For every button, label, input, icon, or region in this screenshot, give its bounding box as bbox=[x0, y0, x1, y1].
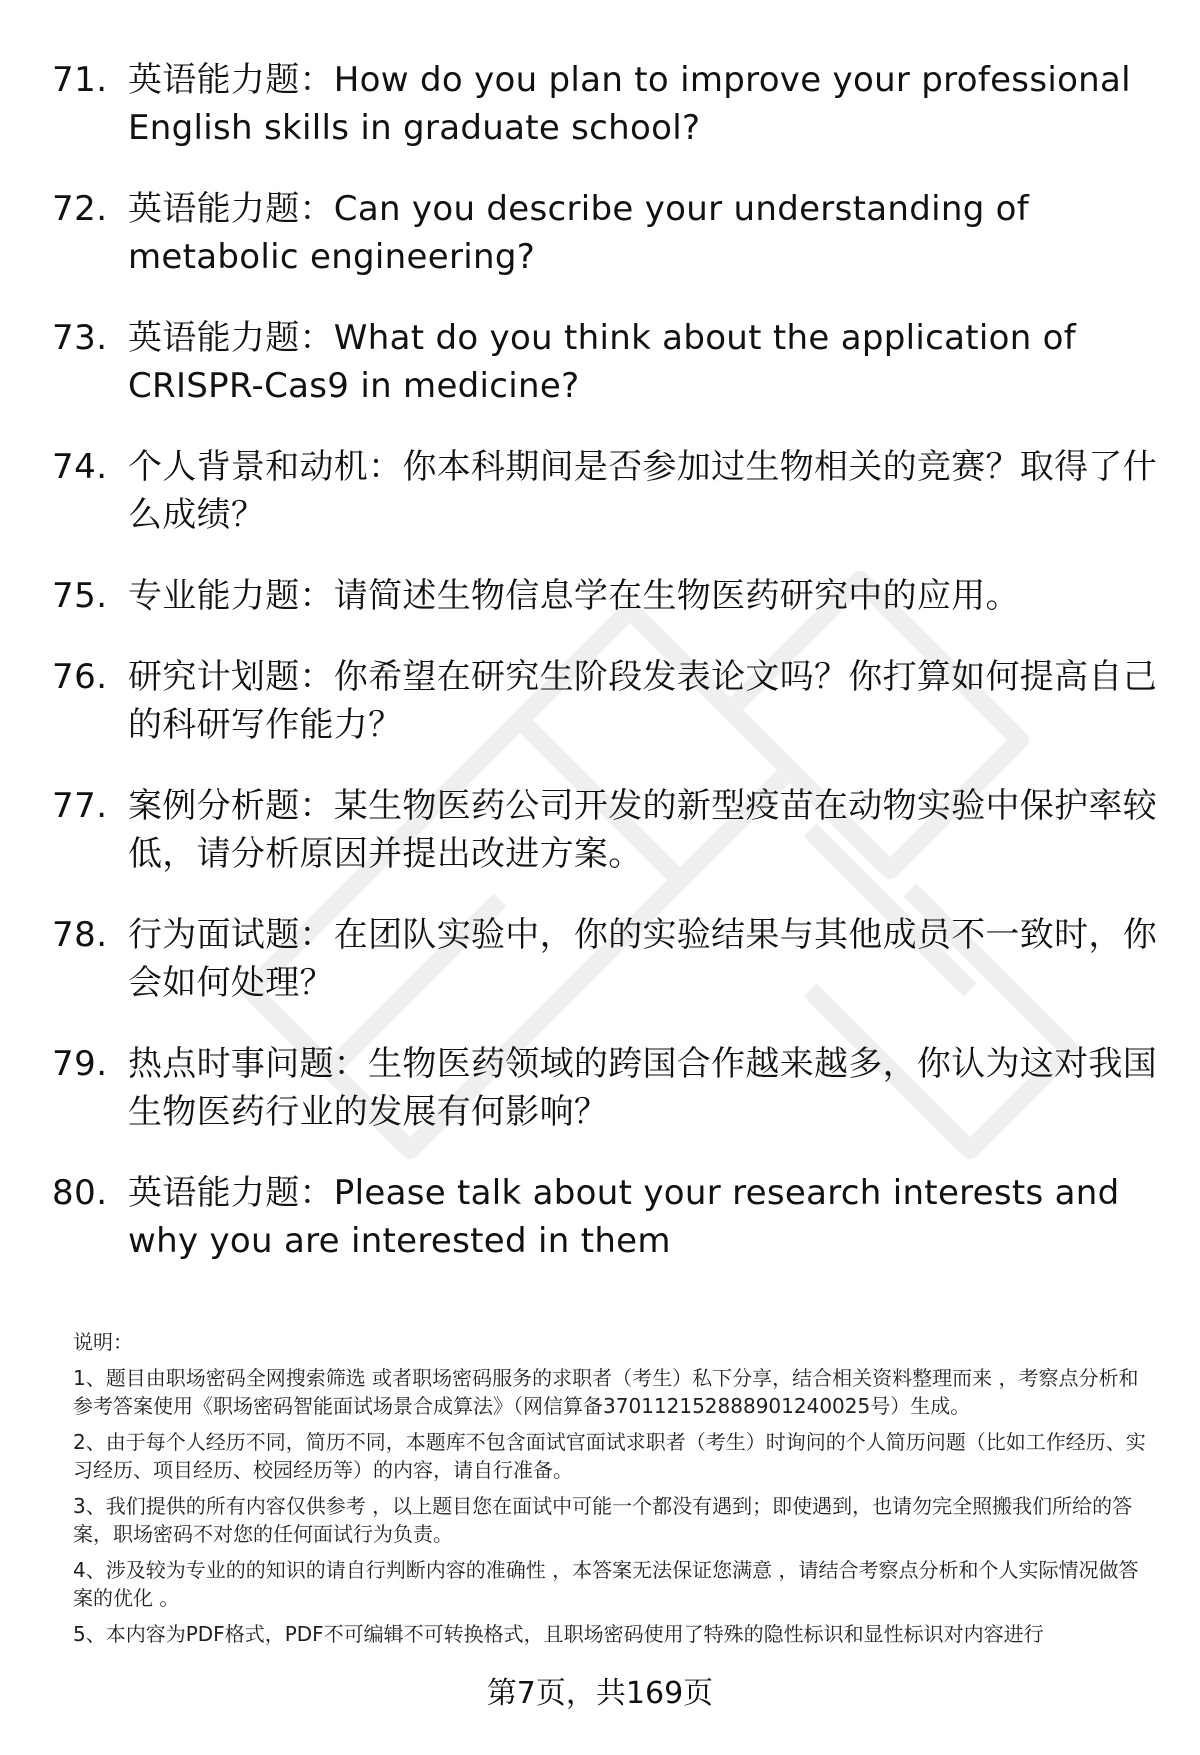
question-number: 75. bbox=[52, 576, 108, 616]
question-item bbox=[52, 443, 1162, 539]
question-text: 热点时事问题：生物医药领域的跨国合作越来越多，你认为这对我国生物医药行业的发展有何影响？ bbox=[128, 1044, 1157, 1132]
note-item: 4、涉及较为专业的的知识的请自行判断内容的准确性 ，本答案无法保证您满意 ，请结合考察点分析和个人实际情况做答案的优化 。 bbox=[73, 1558, 1139, 1610]
question-text: 英语能力题：Please talk about your research interests and why you are interested in them bbox=[128, 1173, 1120, 1261]
question-item bbox=[52, 56, 1162, 152]
question-number: 78. bbox=[52, 915, 108, 955]
question-item bbox=[52, 782, 1162, 878]
question-number: 80. bbox=[52, 1173, 108, 1213]
note-item: 5、本内容为PDF格式，PDF不可编辑不可转换格式，且职场密码使用了特殊的隐性标识和显性标识对内容进行 bbox=[73, 1622, 1044, 1646]
question-text: 行为面试题：在团队实验中，你的实验结果与其他成员不一致时，你会如何处理？ bbox=[128, 915, 1157, 1003]
question-number: 71. bbox=[52, 60, 108, 100]
question-text: 个人背景和动机：你本科期间是否参加过生物相关的竞赛？取得了什么成绩？ bbox=[128, 447, 1157, 535]
question-item bbox=[52, 314, 1162, 410]
question-item bbox=[52, 185, 1162, 281]
question-text: 案例分析题：某生物医药公司开发的新型疫苗在动物实验中保护率较低，请分析原因并提出改进方案。 bbox=[128, 786, 1157, 874]
question-item bbox=[52, 911, 1162, 1007]
question-text: 英语能力题：What do you think about the application of CRISPR-Cas9 in medicine? bbox=[128, 318, 1077, 406]
note-item: 1、题目由职场密码全网搜索筛选 或者职场密码服务的求职者（考生）私下分享，结合相关资料整理而来 ，考察点分析和参考答案使用《职场密码智能面试场景合成算法》（网信算备370112152888901240025号）生成。 bbox=[73, 1366, 1139, 1418]
question-text: 专业能力题：请简述生物信息学在生物医药研究中的应用。 bbox=[128, 576, 1020, 616]
notes-section bbox=[73, 1328, 1153, 1656]
question-number: 77. bbox=[52, 786, 108, 826]
note-item: 2、由于每个人经历不同，简历不同，本题库不包含面试官面试求职者（考生）时询问的个人简历问题（比如工作经历、实习经历、项目经历、校园经历等）的内容，请自行准备。 bbox=[73, 1430, 1146, 1482]
question-list bbox=[52, 56, 1162, 1298]
question-text: 英语能力题：Can you describe your understanding of metabolic engineering? bbox=[128, 189, 1030, 277]
question-number: 72. bbox=[52, 189, 108, 229]
note-item: 3、我们提供的所有内容仅供参考 ，以上题目您在面试中可能一个都没有遇到；即使遇到，也请勿完全照搬我们所给的答案，职场密码不对您的任何面试行为负责。 bbox=[73, 1494, 1133, 1546]
question-item bbox=[52, 1040, 1162, 1136]
question-number: 79. bbox=[52, 1044, 108, 1084]
question-number: 73. bbox=[52, 318, 108, 358]
question-number: 74. bbox=[52, 447, 108, 487]
question-item bbox=[52, 653, 1162, 749]
question-item bbox=[52, 572, 1162, 620]
question-number: 76. bbox=[52, 657, 108, 697]
notes-title: 说明： bbox=[73, 1330, 133, 1354]
question-item bbox=[52, 1169, 1162, 1265]
page-number: 第7页，共169页 bbox=[486, 1676, 714, 1711]
question-text: 英语能力题：How do you plan to improve your professional English skills in graduate school? bbox=[128, 60, 1131, 148]
question-text: 研究计划题：你希望在研究生阶段发表论文吗？你打算如何提高自己的科研写作能力？ bbox=[128, 657, 1157, 745]
